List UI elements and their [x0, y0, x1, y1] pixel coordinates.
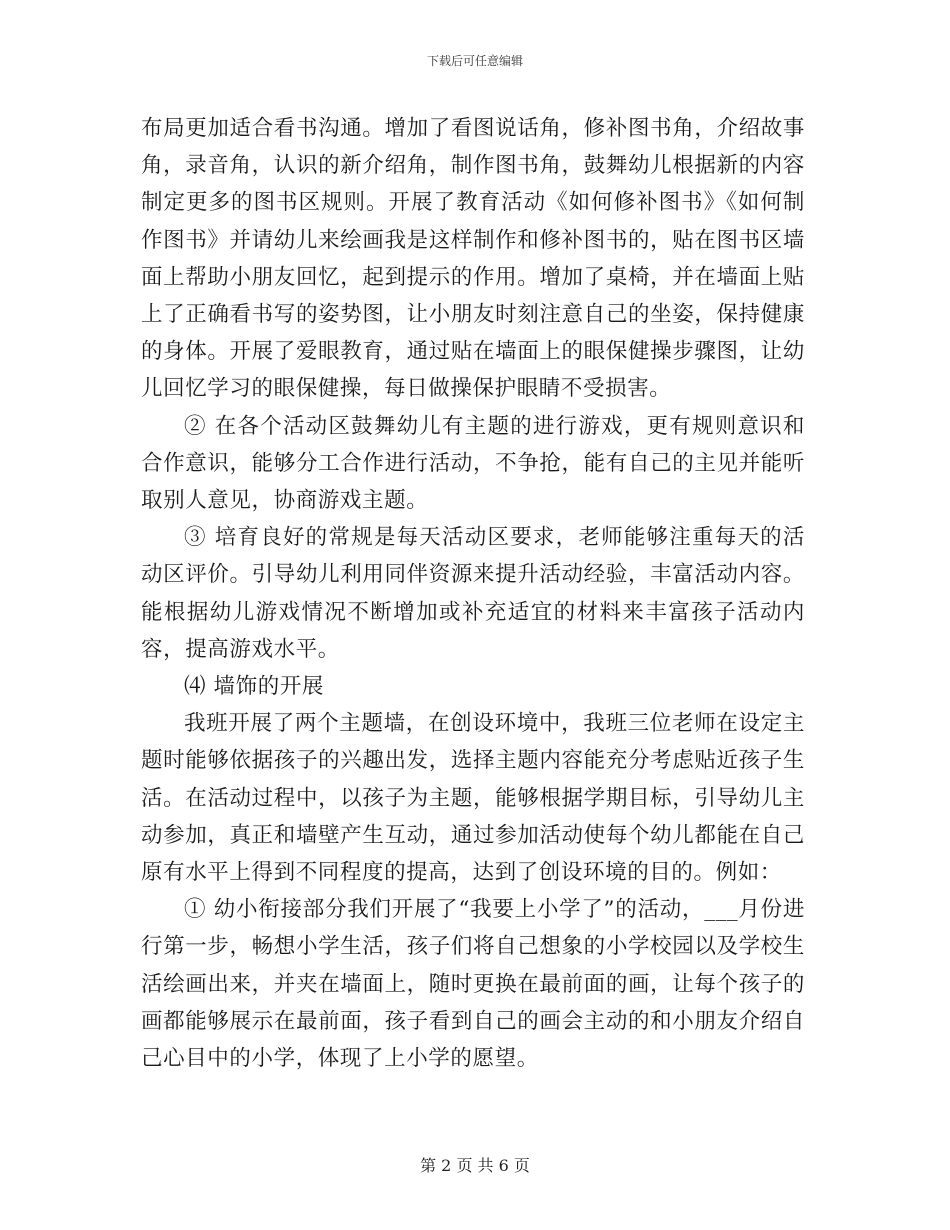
- paragraph-item-1-primary-school: ① 幼小衔接部分我们开展了“我要上小学了”的活动，___月份进行第一步，畅想小学生活，孩子们将自己想象的小学校园以及学校生活绘画出来，并夹在墙面上，随时更换在最前面的画，让每个孩子的画都能够展示在最前面，孩子看到自己的画会主动的和小朋友介绍自己心目中的小学，体现了上小学的愿望。: [141, 897, 805, 1072]
- paragraph-item-2: ② 在各个活动区鼓舞幼儿有主题的进行游戏，更有规则意识和合作意识，能够分工合作进行活动，不争抢，能有自己的主见并能听取别人意见，协商游戏主题。: [141, 413, 805, 514]
- page-header: 下载后可任意编辑: [426, 54, 523, 68]
- paragraph-library-corner: 布局更加适合看书沟通。增加了看图说话角，修补图书角，介绍故事角，录音角，认识的新介绍角，制作图书角，鼓舞幼儿根据新的内容制定更多的图书区规则。开展了教育活动《如何修补图书》《如何制作图书》并请幼儿来绘画我是这样制作和修补图书的，贴在图书区墙面上帮助小朋友回忆，起到提示的作用。增加了桌椅，并在墙面上贴上了正确看书写的姿势图，让小朋友时刻注意自己的坐姿，保持健康的身体。开展了爱眼教育，通过贴在墙面上的眼保健操步骤图，让幼儿回忆学习的眼保健操，每日做操保护眼睛不受损害。: [141, 116, 805, 402]
- section-heading-wall-decoration: ⑷ 墙饰的开展: [184, 674, 325, 700]
- document-body: [141, 110, 805, 1077]
- page-number: 第 2 页 共 6 页: [420, 1156, 530, 1175]
- paragraph-theme-walls: 我班开展了两个主题墙，在创设环境中，我班三位老师在设定主题时能够依据孩子的兴趣出发，选择主题内容能充分考虑贴近孩子生活。在活动过程中，以孩子为主题，能够根据学期目标，引导幼儿主动参加，真正和墙壁产生互动，通过参加活动使每个幼儿都能在自己原有水平上得到不同程度的提高，达到了创设环境的目的。例如：: [141, 711, 805, 886]
- paragraph-item-3: ③ 培育良好的常规是每天活动区要求，老师能够注重每天的活动区评价。引导幼儿利用同伴资源来提升活动经验，丰富活动内容。能根据幼儿游戏情况不断增加或补充适宜的材料来丰富孩子活动内容，提高游戏水平。: [141, 525, 805, 662]
